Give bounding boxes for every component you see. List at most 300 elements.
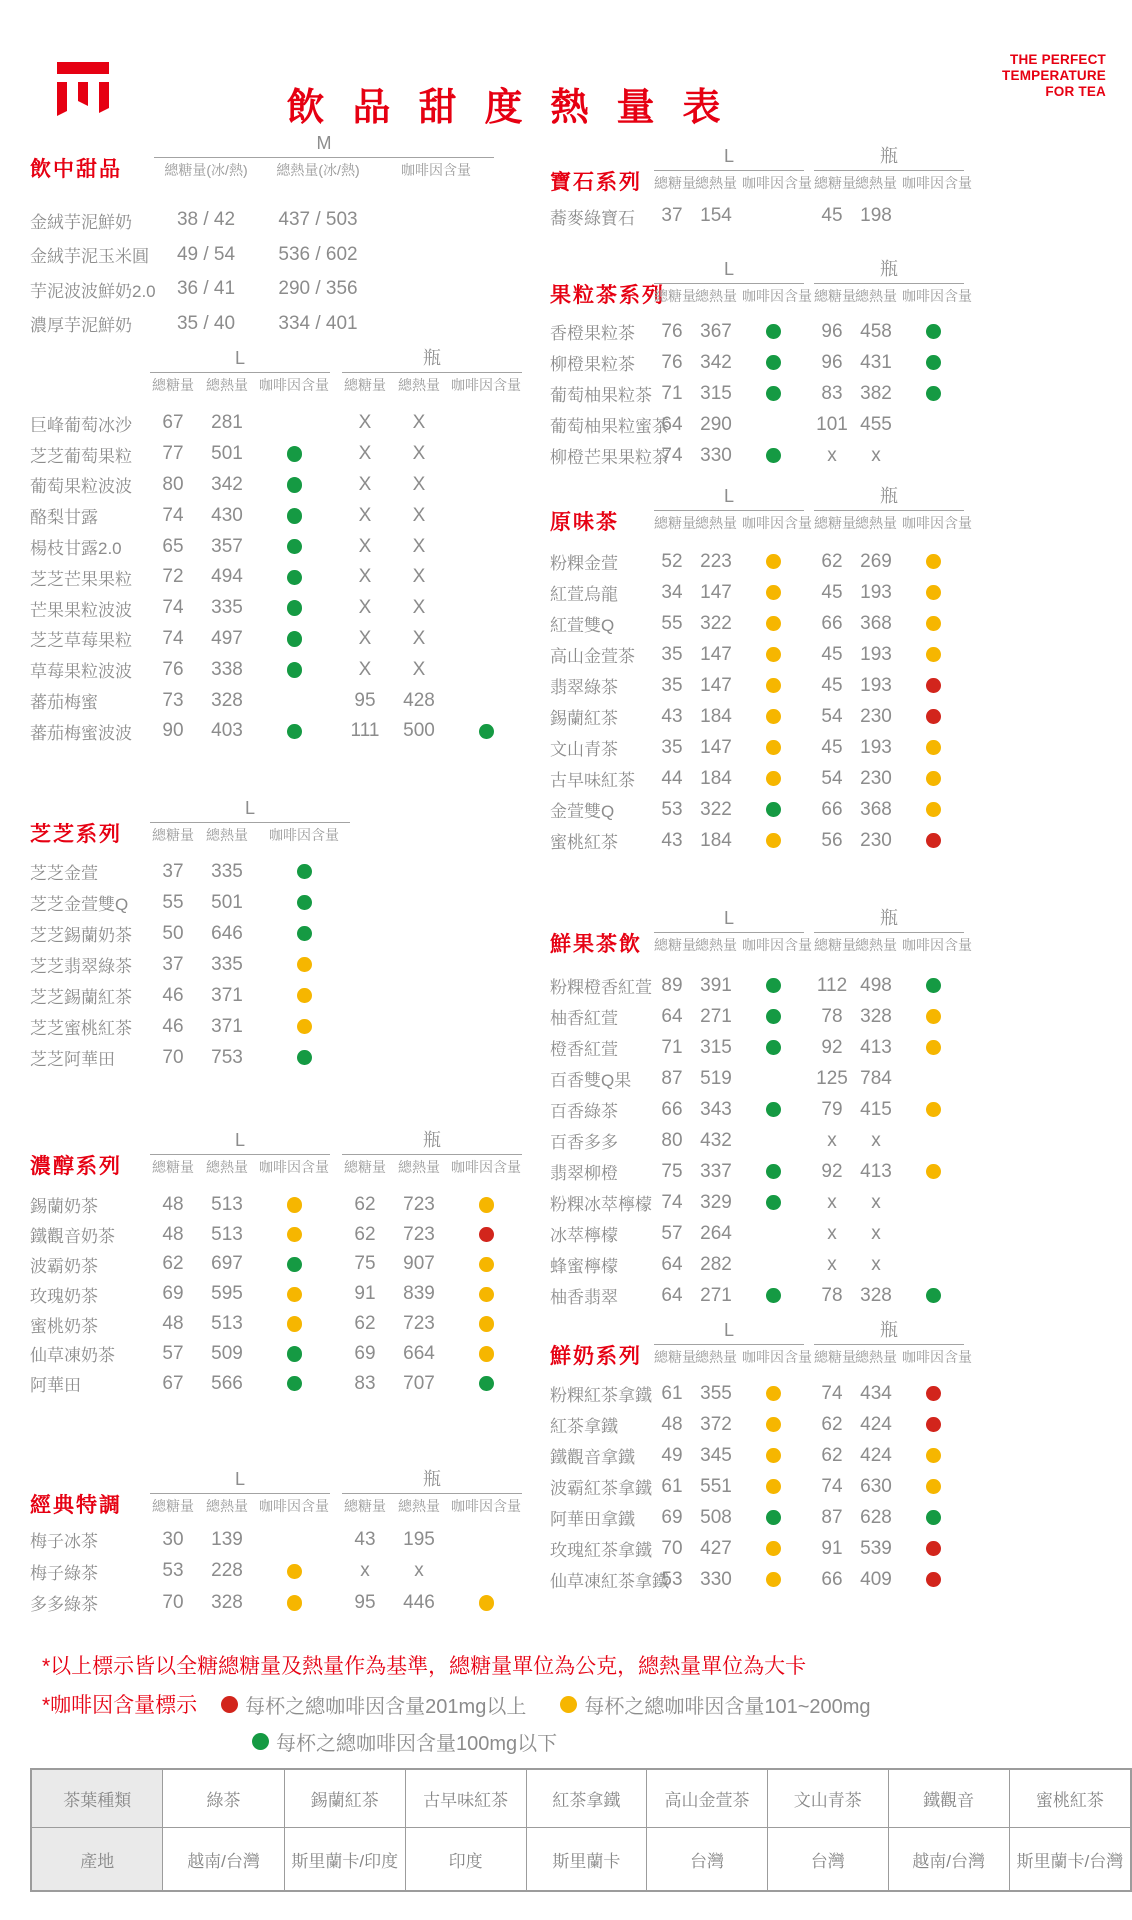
caffeine-dot-yellow: [766, 709, 781, 725]
size-header: L: [234, 348, 245, 368]
calorie-value: 409: [860, 1568, 892, 1590]
caffeine-dot-yellow: [926, 647, 941, 663]
calorie-value: 290: [700, 413, 732, 435]
brand-tagline: [1002, 52, 1106, 100]
column-header: 總熱量(冰/熱): [276, 162, 360, 178]
sugar-value: 48: [162, 1193, 184, 1215]
tagline-line: THE PERFECT: [1010, 52, 1106, 67]
caffeine-cell: [902, 1001, 964, 1032]
size-header-underline: [150, 822, 350, 823]
caffeine-cell: [450, 1587, 522, 1619]
caffeine-cell: [902, 608, 964, 639]
caffeine-cell: [742, 440, 804, 471]
calorie-value: X: [412, 504, 426, 526]
calorie-value: 628: [860, 1506, 892, 1528]
calorie-value: 500: [403, 720, 435, 742]
caffeine-cell: [902, 1280, 964, 1311]
column-header: 總糖量: [152, 1159, 194, 1175]
table-value-cell: 印度: [405, 1828, 526, 1892]
calorie-value: 539: [860, 1537, 892, 1559]
caffeine-dot-yellow: [560, 1696, 577, 1713]
caffeine-dot-green: [766, 386, 781, 402]
size-header-underline: [654, 283, 804, 284]
sugar-value: 62: [162, 1253, 184, 1275]
caffeine-cell: [902, 1378, 964, 1409]
caffeine-dot-green: [287, 477, 302, 493]
sugar-value: 37: [162, 953, 184, 975]
column-header: 咖啡因含量: [742, 175, 812, 191]
column-header: 總熱量: [855, 1349, 897, 1365]
caffeine-dot-green: [297, 864, 312, 880]
sugar-value: 69: [354, 1342, 376, 1364]
item-name: 葡萄柚果粒蜜茶: [550, 417, 669, 436]
column-header: 總熱量: [695, 515, 737, 531]
sugar-value: 57: [661, 1222, 683, 1244]
table-row: [31, 1828, 1131, 1892]
caffeine-dot-yellow: [926, 585, 941, 601]
item-name: 草莓果粒波波: [30, 662, 132, 682]
size-header: M: [316, 133, 332, 153]
calorie-value: 195: [403, 1528, 435, 1550]
calorie-value: X: [412, 597, 426, 619]
calorie-value: 434: [860, 1382, 892, 1404]
item-name: 蕃茄梅蜜波波: [30, 723, 132, 743]
size-header: L: [234, 1469, 245, 1489]
caffeine-dot-yellow: [479, 1287, 494, 1303]
caffeine-dot-yellow: [287, 1595, 302, 1611]
item-name: 鐵觀音拿鐵: [550, 1448, 635, 1467]
calorie-value: 501: [211, 891, 243, 913]
caffeine-dot-green: [926, 386, 941, 402]
item-name: 蜜桃奶茶: [30, 1316, 98, 1336]
caffeine-dot-yellow: [766, 1448, 781, 1464]
item-name: 蜜桃紅茶: [550, 833, 618, 852]
caffeine-dot-green: [479, 1376, 494, 1392]
calorie-value: 342: [700, 351, 732, 373]
sugar-value: 64: [661, 1284, 683, 1306]
sugar-value: 49 / 54: [176, 243, 236, 265]
caffeine-cell: [258, 562, 330, 593]
caffeine-dot-green: [479, 724, 494, 740]
calorie-value: 228: [211, 1560, 243, 1582]
caffeine-dot-yellow: [287, 1197, 302, 1213]
caffeine-dot-yellow: [479, 1257, 494, 1273]
caffeine-cell: [902, 970, 964, 1001]
caffeine-dot-green: [766, 1102, 781, 1118]
column-header: 總糖量: [654, 1349, 696, 1365]
caffeine-cell: [902, 732, 964, 763]
caffeine-dot-red: [926, 1417, 941, 1433]
item-name: 仙草凍奶茶: [30, 1346, 115, 1366]
size-header: L: [723, 259, 734, 279]
size-header: L: [244, 798, 255, 818]
item-name: 香橙果粒茶: [550, 324, 635, 343]
calorie-value: 839: [403, 1283, 435, 1305]
calorie-value: 498: [860, 974, 892, 996]
column-header: 總糖量(冰/熱): [164, 162, 248, 178]
item-name: 粉粿冰萃檸檬: [550, 1195, 652, 1214]
caffeine-dot-green: [287, 600, 302, 616]
item-name: 梅子綠茶: [30, 1563, 98, 1583]
column-header: 咖啡因含量: [451, 1159, 521, 1175]
calorie-value: 335: [211, 597, 243, 619]
calorie-value: 334 / 401: [278, 312, 358, 334]
sugar-value: 30: [162, 1528, 184, 1550]
item-name: 百香綠茶: [550, 1102, 618, 1121]
caffeine-dot-yellow: [926, 740, 941, 756]
sugar-value: 37: [162, 860, 184, 882]
item-name: 柚香紅萱: [550, 1009, 618, 1028]
caffeine-cell: [742, 1378, 804, 1409]
sugar-value: 35: [661, 643, 683, 665]
calorie-value: 413: [860, 1160, 892, 1182]
size-header-underline: [814, 283, 964, 284]
calorie-value: 290 / 356: [278, 278, 358, 300]
calorie-value: x: [871, 1253, 881, 1275]
item-name: 橙香紅萱: [550, 1040, 618, 1059]
column-header: 咖啡因含量: [902, 515, 972, 531]
section-title: 鮮奶系列: [550, 1344, 642, 1368]
item-name: 芝芝翡翠綠茶: [30, 957, 132, 976]
caffeine-dot-yellow: [287, 1227, 302, 1243]
sugar-value: 72: [162, 566, 184, 588]
calorie-value: 432: [700, 1129, 732, 1151]
caffeine-cell: [742, 577, 804, 608]
column-header: 總糖量: [344, 1498, 386, 1514]
item-name: 紅萱雙Q: [550, 616, 615, 635]
column-header: 總糖量: [654, 288, 696, 304]
table-header-cell: 茶葉種類: [31, 1769, 163, 1828]
calorie-value: 753: [211, 1046, 243, 1068]
column-header: 總糖量: [344, 1159, 386, 1175]
sugar-value: 66: [821, 1568, 843, 1590]
sugar-value: 76: [162, 658, 184, 680]
sugar-value: 125: [816, 1067, 848, 1089]
calorie-value: 551: [700, 1475, 732, 1497]
size-header: L: [723, 146, 734, 166]
caffeine-dot-yellow: [926, 1040, 941, 1056]
caffeine-cell: [902, 1032, 964, 1063]
table-value-cell: 高山金萱茶: [647, 1769, 768, 1828]
column-header: 咖啡因含量: [742, 288, 812, 304]
caffeine-cell: [902, 316, 964, 347]
table-value-cell: 台灣: [767, 1828, 888, 1892]
caffeine-cell: [902, 1533, 964, 1564]
caffeine-cell: [902, 1156, 964, 1187]
item-name: 芋泥波波鮮奶2.0: [30, 281, 156, 301]
column-header: 總熱量: [855, 937, 897, 953]
calorie-value: 345: [700, 1444, 732, 1466]
item-name: 金萱雙Q: [550, 802, 615, 821]
caffeine-cell: [742, 1533, 804, 1564]
tagline-line: FOR TEA: [1045, 84, 1106, 99]
column-header: 總糖量: [152, 377, 194, 393]
column-header: 總熱量: [695, 288, 737, 304]
caffeine-dot-green: [287, 570, 302, 586]
table-value-cell: 斯里蘭卡: [526, 1828, 647, 1892]
item-name: 文山青茶: [550, 740, 618, 759]
caffeine-cell: [742, 347, 804, 378]
sugar-value: 53: [661, 798, 683, 820]
calorie-value: 519: [700, 1067, 732, 1089]
caffeine-cell: [742, 1187, 804, 1218]
caffeine-dot-yellow: [287, 1287, 302, 1303]
caffeine-dot-yellow: [926, 1164, 941, 1180]
caffeine-cell: [258, 1279, 330, 1309]
sugar-value: 45: [821, 581, 843, 603]
column-header: 總熱量: [855, 515, 897, 531]
calorie-value: 784: [860, 1067, 892, 1089]
calorie-value: 147: [700, 581, 732, 603]
calorie-value: 368: [860, 612, 892, 634]
size-header: L: [723, 486, 734, 506]
item-name: 金絨芋泥鮮奶: [30, 212, 132, 232]
calorie-value: 536 / 602: [278, 243, 358, 265]
calorie-value: 513: [211, 1223, 243, 1245]
table-value-cell: 斯里蘭卡/台灣: [1009, 1828, 1131, 1892]
sugar-value: 62: [821, 1444, 843, 1466]
sugar-value: 75: [661, 1160, 683, 1182]
caffeine-cell: [742, 763, 804, 794]
sugar-value: 38 / 42: [176, 209, 236, 231]
calorie-value: 343: [700, 1098, 732, 1120]
caffeine-cell: [742, 546, 804, 577]
calorie-value: 193: [860, 736, 892, 758]
table-value-cell: 文山青茶: [767, 1769, 888, 1828]
item-name: 芝芝阿華田: [30, 1050, 115, 1069]
sugar-value: 71: [661, 382, 683, 404]
caffeine-cell: [450, 1339, 522, 1369]
calorie-value: 371: [211, 984, 243, 1006]
caffeine-dot-green: [297, 895, 312, 911]
caffeine-cell: [742, 1502, 804, 1533]
sugar-value: 75: [354, 1253, 376, 1275]
caffeine-dot-red: [926, 1541, 941, 1557]
caffeine-dot-yellow: [766, 554, 781, 570]
sugar-value: 96: [821, 351, 843, 373]
item-name: 粉粿紅茶拿鐵: [550, 1386, 652, 1405]
sugar-value: 74: [661, 444, 683, 466]
calorie-value: 497: [211, 627, 243, 649]
calorie-value: 357: [211, 535, 243, 557]
calorie-value: 415: [860, 1098, 892, 1120]
column-header: 總糖量: [654, 515, 696, 531]
sugar-value: 50: [162, 922, 184, 944]
caffeine-dot-yellow: [766, 1386, 781, 1402]
sugar-value: 35 / 40: [176, 312, 236, 334]
calorie-value: 697: [211, 1253, 243, 1275]
sugar-value: 61: [661, 1475, 683, 1497]
sugar-value: X: [358, 535, 372, 557]
sugar-value: x: [827, 1253, 837, 1275]
section-title: 濃醇系列: [30, 1154, 122, 1178]
tagline-line: TEMPERATURE: [1002, 68, 1106, 83]
column-header: 咖啡因含量: [742, 1349, 812, 1365]
calorie-value: 184: [700, 767, 732, 789]
caffeine-cell: [258, 918, 350, 949]
item-name: 金絨芋泥玉米圓: [30, 247, 149, 267]
caffeine-dot-yellow: [766, 833, 781, 849]
calorie-value: 315: [700, 382, 732, 404]
size-header: L: [723, 908, 734, 928]
size-header: 瓶: [880, 908, 898, 928]
calorie-value: 328: [860, 1284, 892, 1306]
size-header-underline: [814, 170, 964, 171]
calorie-value: 154: [700, 205, 732, 226]
item-name: 楊枝甘露2.0: [30, 539, 122, 559]
calorie-value: x: [871, 1129, 881, 1151]
column-header: 總熱量: [695, 937, 737, 953]
caffeine-dot-green: [766, 1040, 781, 1056]
calorie-value: 338: [211, 658, 243, 680]
caffeine-legend-label: *咖啡因含量標示: [42, 1694, 198, 1717]
column-header: 咖啡因含量: [451, 1498, 521, 1514]
column-header: 咖啡因含量: [269, 827, 339, 843]
caffeine-dot-green: [766, 802, 781, 818]
column-header: 咖啡因含量: [259, 1159, 329, 1175]
caffeine-cell: [258, 1190, 330, 1220]
calorie-value: 230: [860, 829, 892, 851]
caffeine-dot-green: [287, 631, 302, 647]
table-value-cell: 越南/台灣: [163, 1828, 284, 1892]
caffeine-cell: [258, 856, 350, 887]
sugar-value: 71: [661, 1036, 683, 1058]
sugar-value: x: [827, 1129, 837, 1151]
sugar-value: 62: [821, 1413, 843, 1435]
caffeine-dot-yellow: [766, 647, 781, 663]
item-name: 柳橙芒果果粒茶: [550, 448, 669, 467]
item-name: 紅萱烏龍: [550, 585, 618, 604]
size-header: 瓶: [423, 348, 441, 368]
caffeine-cell: [450, 1190, 522, 1220]
caffeine-cell: [450, 716, 522, 747]
caffeine-dot-red: [926, 709, 941, 725]
sugar-value: x: [827, 1222, 837, 1244]
sugar-value: 48: [162, 1313, 184, 1335]
item-name: 巨峰葡萄冰沙: [30, 415, 132, 435]
item-name: 酪梨甘露: [30, 508, 98, 528]
calorie-value: 723: [403, 1313, 435, 1335]
sugar-value: 87: [661, 1067, 683, 1089]
caffeine-dot-yellow: [479, 1197, 494, 1213]
caffeine-dot-green: [766, 448, 781, 464]
sugar-value: 89: [661, 974, 683, 996]
column-header: 總糖量: [814, 288, 856, 304]
caffeine-cell: [902, 763, 964, 794]
column-header: 總熱量: [855, 175, 897, 191]
caffeine-dot-yellow: [766, 616, 781, 632]
caffeine-dot-green: [926, 355, 941, 371]
sugar-value: 76: [661, 351, 683, 373]
sugar-value: 66: [661, 1098, 683, 1120]
item-name: 芝芝芒果果粒: [30, 569, 132, 589]
sugar-value: 35: [661, 674, 683, 696]
sugar-value: 64: [661, 1253, 683, 1275]
calorie-value: 424: [860, 1444, 892, 1466]
caffeine-dot-green: [926, 978, 941, 994]
calorie-value: 646: [211, 922, 243, 944]
sugar-value: X: [358, 566, 372, 588]
item-name: 古早味紅茶: [550, 771, 635, 790]
sugar-value: X: [358, 627, 372, 649]
sugar-value: 53: [162, 1560, 184, 1582]
calorie-value: 198: [860, 205, 892, 226]
caffeine-dot-yellow: [287, 1564, 302, 1580]
column-header: 咖啡因含量: [902, 175, 972, 191]
sugar-value: 62: [821, 550, 843, 572]
calorie-value: 371: [211, 1015, 243, 1037]
calorie-value: X: [412, 412, 426, 434]
sugar-value: 34: [661, 581, 683, 603]
calorie-value: x: [871, 1222, 881, 1244]
caffeine-cell: [742, 1280, 804, 1311]
caffeine-cell: [742, 1094, 804, 1125]
sugar-value: 95: [354, 1591, 376, 1613]
item-name: 翡翠柳橙: [550, 1164, 618, 1183]
caffeine-dot-yellow: [926, 554, 941, 570]
size-header-underline: [814, 510, 964, 511]
caffeine-cell: [742, 1471, 804, 1502]
caffeine-dot-yellow: [766, 678, 781, 694]
sugar-value: 74: [661, 1191, 683, 1213]
calorie-value: 437 / 503: [278, 209, 358, 231]
calorie-value: 193: [860, 643, 892, 665]
calorie-value: 513: [211, 1313, 243, 1335]
sugar-value: 46: [162, 1015, 184, 1037]
calorie-value: 595: [211, 1283, 243, 1305]
column-header: 總熱量: [855, 288, 897, 304]
caffeine-dot-green: [766, 1195, 781, 1211]
caffeine-cell: [902, 577, 964, 608]
caffeine-cell: [258, 1250, 330, 1280]
sugar-value: 83: [354, 1372, 376, 1394]
calorie-value: 382: [860, 382, 892, 404]
column-header: 總熱量: [695, 175, 737, 191]
sugar-value: 45: [821, 643, 843, 665]
calorie-value: 907: [403, 1253, 435, 1275]
sugar-value: x: [827, 1191, 837, 1213]
sugar-value: 64: [661, 1005, 683, 1027]
sugar-value: 73: [162, 689, 184, 711]
item-name: 錫蘭奶茶: [30, 1197, 98, 1217]
caffeine-dot-red: [479, 1227, 494, 1243]
section-title: 飲中甜品: [30, 157, 122, 181]
size-header: 瓶: [423, 1130, 441, 1150]
size-header: 瓶: [880, 1320, 898, 1340]
calorie-value: 430: [211, 504, 243, 526]
sugar-value: 70: [162, 1591, 184, 1613]
item-name: 翡翠綠茶: [550, 678, 618, 697]
item-name: 柚香翡翠: [550, 1288, 618, 1307]
column-header: 總熱量: [398, 377, 440, 393]
calorie-value: x: [871, 444, 881, 466]
sugar-value: 91: [354, 1283, 376, 1305]
size-header-underline: [654, 170, 804, 171]
sugar-value: 43: [354, 1528, 376, 1550]
calorie-value: 424: [860, 1413, 892, 1435]
item-name: 波霸奶茶: [30, 1256, 98, 1276]
size-header-underline: [654, 932, 804, 933]
item-name: 芝芝草莓果粒: [30, 631, 132, 651]
calorie-value: 391: [700, 974, 732, 996]
calorie-value: 330: [700, 1568, 732, 1590]
sugar-value: 65: [162, 535, 184, 557]
caffeine-cell: [902, 546, 964, 577]
sugar-value: 80: [661, 1129, 683, 1151]
calorie-value: 630: [860, 1475, 892, 1497]
caffeine-dot-red: [926, 833, 941, 849]
caffeine-cell: [742, 825, 804, 856]
